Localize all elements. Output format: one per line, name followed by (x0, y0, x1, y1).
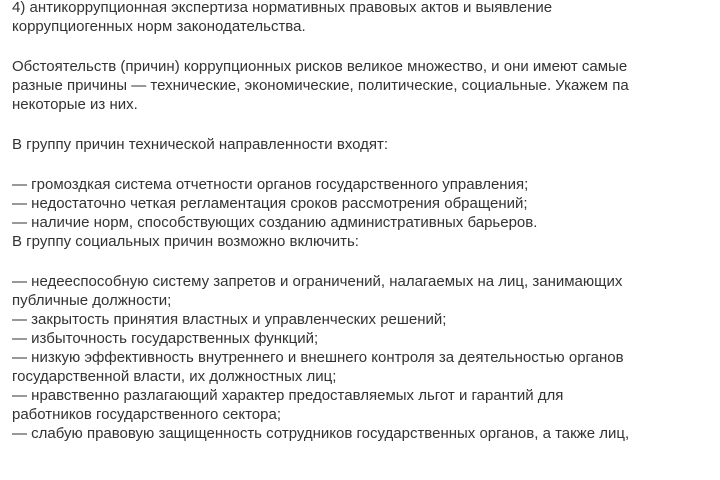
paragraph-gap (12, 114, 712, 135)
technical-item: — недостаточно четкая регламентация сроков рассмотрения обращений; (12, 195, 528, 212)
social-item: работников государственного сектора; (12, 406, 281, 423)
social-item: — нравственно разлагающий характер предоставляемых льгот и гарантий для (12, 387, 564, 404)
social-item: — избыточность государственных функций; (12, 330, 319, 347)
social-item: — недееспособную систему запретов и ограничений, налагаемых на лиц, занимающих (12, 273, 623, 290)
technical-item: — наличие норм, способствующих созданию административных барьеров. (12, 214, 538, 231)
intro-line: коррупциогенных норм законодательства. (12, 18, 306, 35)
social-item: — низкую эффективность внутреннего и внешнего контроля за деятельностью органов (12, 349, 624, 366)
document-body (12, 0, 712, 443)
paragraph-gap (12, 251, 712, 272)
technical-item: — громоздкая система отчетности органов государственного управления; (12, 176, 529, 193)
causes-line: разные причины — технические, экономические, политические, социальные. Укажем па (12, 77, 629, 94)
causes-line: некоторые из них. (12, 96, 138, 113)
paragraph-gap (12, 154, 712, 175)
social-item: государственной власти, их должностных лиц; (12, 368, 337, 385)
paragraph-gap (12, 36, 712, 57)
social-heading: В группу социальных причин возможно включить: (12, 233, 359, 250)
social-item: — слабую правовую защищенность сотрудников государственных органов, а также лиц, (12, 425, 630, 442)
social-item: — закрытость принятия властных и управленческих решений; (12, 311, 447, 328)
technical-heading: В группу причин технической направленности входят: (12, 136, 389, 153)
intro-line: 4) антикоррупционная экспертиза нормативных правовых актов и выявление (12, 0, 553, 16)
social-item: публичные должности; (12, 292, 172, 309)
causes-line: Обстоятельств (причин) коррупционных рисков великое множество, и они имеют самые (12, 58, 628, 75)
